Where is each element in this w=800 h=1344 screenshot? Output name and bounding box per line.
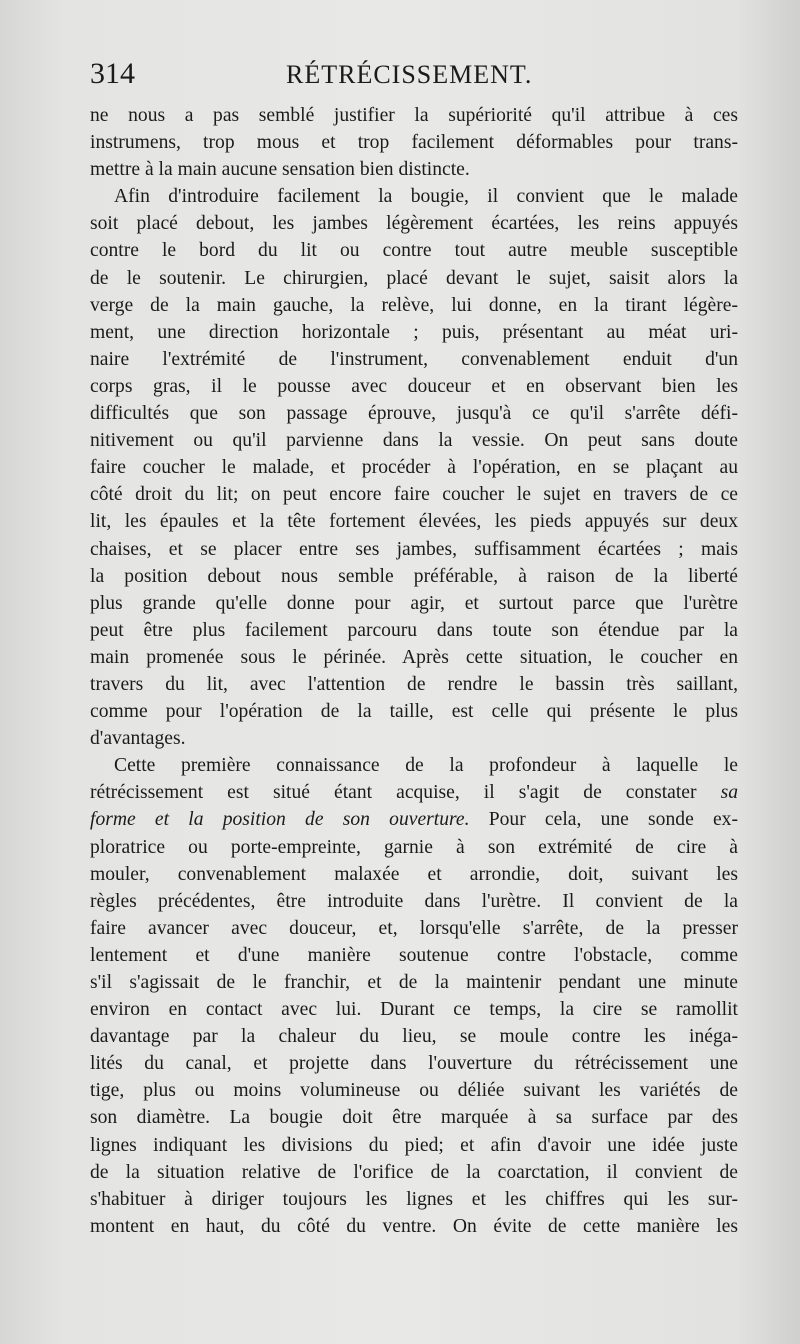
text-line: comme pour l'opération de la taille, est celle qui présente le plus <box>90 701 738 723</box>
emphasis-text: forme et la position de son ouverture. <box>90 809 470 831</box>
text-line: nitivement ou qu'il parvienne dans la vessie. On peut sans doute <box>90 430 738 452</box>
text-line: côté droit du lit; on peut encore faire coucher le sujet en travers de ce <box>90 484 738 506</box>
page-header <box>90 56 738 96</box>
text-line: tige, plus ou moins volumineuse ou déliée suivant les variétés de <box>90 1080 738 1102</box>
text-line: d'avantages. <box>90 728 186 750</box>
text-line: Cette première connaissance de la profondeur à laquelle le <box>114 755 738 777</box>
text-segment: Pour cela, une sonde ex- <box>488 809 738 831</box>
text-line: corps gras, il le pousse avec douceur et en observant bien les <box>90 375 738 397</box>
text-line: mettre à la main aucune sensation bien distincte. <box>90 159 470 181</box>
text-line: soit placé debout, les jambes légèrement écartées, les reins appuyés <box>90 213 738 235</box>
text-line: travers du lit, avec l'attention de rendre le bassin très saillant, <box>90 673 738 695</box>
text-line: faire avancer avec douceur, et, lorsqu'elle s'arrête, de la presser <box>90 917 738 939</box>
text-line: davantage par la chaleur du lieu, se moule contre les inéga- <box>90 1026 738 1048</box>
text-line-with-emphasis <box>90 806 738 833</box>
text-line: lignes indiquant les divisions du pied; et afin d'avoir une idée juste <box>90 1134 738 1156</box>
text-line: ne nous a pas semblé justifier la supériorité qu'il attribue à ces <box>90 105 738 126</box>
text-line: difficultés que son passage éprouve, jusqu'à ce qu'il s'arrête défi- <box>90 403 738 425</box>
text-line: s'habituer à diriger toujours les lignes et les chiffres qui les sur- <box>90 1188 738 1210</box>
text-line: verge de la main gauche, la relève, lui donne, en la tirant légère- <box>90 294 738 316</box>
text-line: s'il s'agissait de le franchir, et de la maintenir pendant une minute <box>90 972 738 993</box>
text-line: de le soutenir. Le chirurgien, placé devant le sujet, saisit alors la <box>90 267 738 289</box>
text-line: la position debout nous semble préférable, à raison de la liberté <box>90 565 738 587</box>
body-text <box>90 102 738 1240</box>
text-line: faire coucher le malade, et procéder à l'opération, en se plaçant au <box>90 457 738 479</box>
text-line: main promenée sous le périnée. Après cette situation, le coucher en <box>90 646 738 668</box>
running-title: RÉTRÉCISSEMENT. <box>286 60 533 89</box>
text-line: règles précédentes, être introduite dans l'urètre. Il convient de la <box>90 890 738 912</box>
text-line: instrumens, trop mous et trop facilement déformables pour trans- <box>90 132 738 154</box>
text-line: lentement et d'une manière soutenue contre l'obstacle, comme <box>90 944 738 966</box>
text-line: contre le bord du lit ou contre tout autre meuble susceptible <box>90 240 738 262</box>
text-line: son diamètre. La bougie doit être marquée à sa surface par des <box>90 1107 738 1129</box>
text-line: lit, les épaules et la tête fortement élevées, les pieds appuyés sur deux <box>90 511 738 533</box>
text-line: chaises, et se placer entre ses jambes, suffisamment écartées ; mais <box>90 538 738 560</box>
text-line: de la situation relative de l'orifice de la coarctation, il convient de <box>90 1161 738 1183</box>
text-line: peut être plus facilement parcouru dans toute son étendue par la <box>90 619 738 641</box>
text-line: naire l'extrémité de l'instrument, convenablement enduit d'un <box>90 348 738 370</box>
text-line-with-emphasis <box>90 779 738 806</box>
text-line: Afin d'introduire facilement la bougie, il convient que le malade <box>114 186 738 208</box>
text-line: ment, une direction horizontale ; puis, présentant au méat uri- <box>90 321 738 343</box>
text-line: montent en haut, du côté du ventre. On évite de cette manière les <box>90 1215 738 1237</box>
text-line: environ en contact avec lui. Durant ce temps, la cire se ramollit <box>90 999 738 1021</box>
text-line: ploratrice ou porte-empreinte, garnie à son extrémité de cire à <box>90 836 738 858</box>
page-number: 314 <box>90 57 135 90</box>
text-segment: rétrécissement est situé étant acquise, il s'agit de constater <box>90 782 697 804</box>
text-line: mouler, convenablement malaxée et arrondie, doit, suivant les <box>90 863 738 885</box>
emphasis-text: sa <box>720 782 738 804</box>
text-line: lités du canal, et projette dans l'ouverture du rétrécissement une <box>90 1053 738 1075</box>
text-line: plus grande qu'elle donne pour agir, et surtout parce que l'urètre <box>90 592 738 614</box>
